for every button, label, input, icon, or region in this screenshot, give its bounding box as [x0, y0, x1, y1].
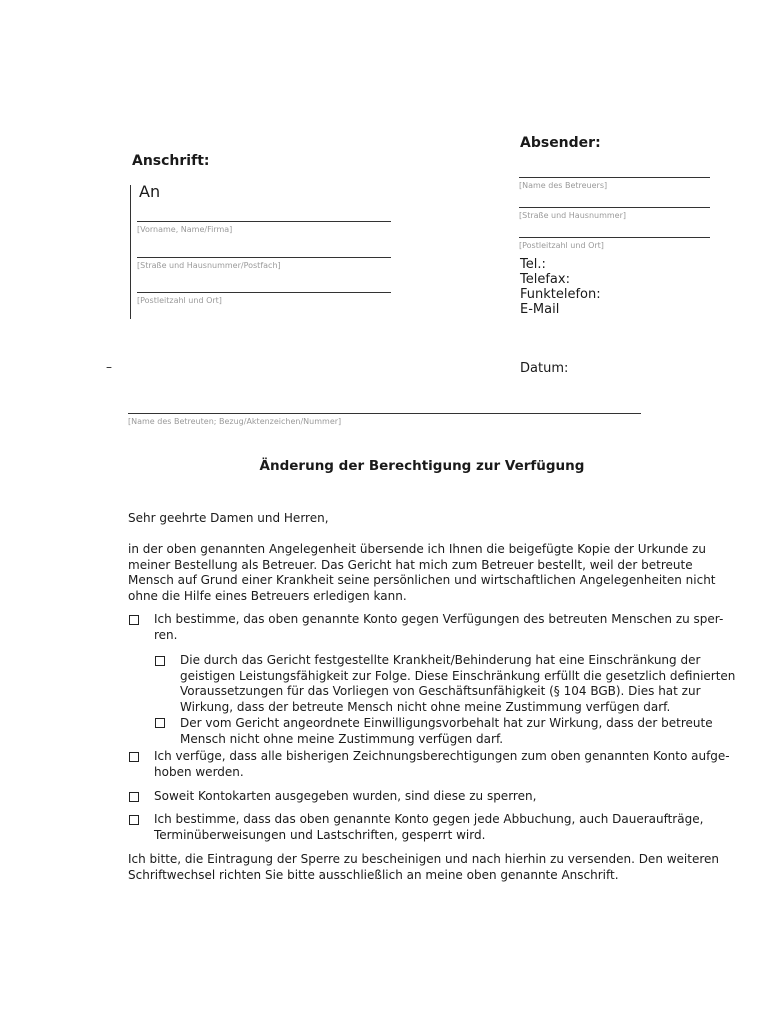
option2-text — [154, 749, 730, 780]
option1a-line: Voraussetzungen für das Vorliegen von Geschäftsunfähigkeit (§ 104 BGB). Dies hat zur — [180, 684, 701, 698]
option4-line: Ich bestimme, dass das oben genannte Konto gegen jede Abbuchung, auch Daueraufträge, — [154, 812, 704, 826]
option1-text — [154, 612, 723, 643]
option1b-line: Mensch nicht ohne meine Zustimmung verfügen darf. — [180, 731, 504, 746]
sender-city-hint: [Postleitzahl und Ort] — [519, 241, 604, 250]
address-to-label: An — [139, 182, 161, 201]
address-name-hint: [Vorname, Name/Firma] — [137, 225, 233, 234]
letter-subject: Änderung der Berechtigung zur Verfügung — [259, 458, 585, 474]
address-name-line[interactable] — [137, 221, 391, 222]
sender-street-hint: [Straße und Hausnummer] — [519, 211, 627, 220]
sender-heading: Absender: — [520, 135, 601, 151]
reference-hint: [Name des Betreuten; Bezug/Aktenzeichen/Nummer] — [128, 417, 342, 426]
letter-closing — [128, 852, 719, 883]
option1a-line: geistigen Leistungsfähigkeit zur Folge. Diese Einschränkung erfüllt die gesetzlich definierten — [180, 668, 736, 683]
option1b-text — [180, 716, 713, 747]
option1-line: Ich bestimme, das oben genannte Konto gegen Verfügungen des betreuten Menschen zu sper- — [154, 612, 724, 626]
option2-checkbox[interactable] — [129, 752, 139, 762]
option1a-text — [180, 653, 735, 715]
sender-contact-block — [520, 257, 601, 317]
option3-line: Soweit Kontokarten ausgegeben wurden, sind diese zu sperren, — [154, 789, 537, 803]
option2-line: hoben werden. — [154, 764, 244, 779]
address-bracket — [130, 185, 131, 319]
option1b-line: Der vom Gericht angeordnete Einwilligungsvorbehalt hat zur Wirkung, dass der betreute — [180, 716, 713, 730]
sender-street-line[interactable] — [519, 207, 710, 208]
sender-mobile-label: Funktelefon: — [520, 287, 601, 302]
option1-line: ren. — [154, 627, 178, 642]
sender-name-line[interactable] — [519, 177, 710, 178]
option1a-line: Wirkung, dass der betreute Mensch nicht ohne meine Zustimmung verfügen darf. — [180, 699, 671, 714]
option4-checkbox[interactable] — [129, 815, 139, 825]
option1a-line: Die durch das Gericht festgestellte Krankheit/Behinderung hat eine Einschränkung der — [180, 653, 701, 667]
fold-mark: – — [106, 360, 112, 374]
intro-line: Mensch auf Grund einer Krankheit seine persönlichen und wirtschaftlichen Angelegenheiten nicht — [128, 573, 716, 587]
letter-salutation: Sehr geehrte Damen und Herren, — [128, 511, 329, 525]
option4-line: Terminüberweisungen und Lastschriften, gesperrt wird. — [154, 827, 486, 842]
closing-line: Ich bitte, die Eintragung der Sperre zu bescheinigen und nach hierhin zu versenden. Den weiteren — [128, 852, 720, 866]
option1-checkbox[interactable] — [129, 615, 139, 625]
sender-email-label: E-Mail — [520, 302, 560, 317]
option4-text — [154, 812, 703, 843]
closing-line: Schriftwechsel richten Sie bitte ausschließlich an meine oben genannte Anschrift. — [128, 867, 619, 882]
address-city-hint: [Postleitzahl und Ort] — [137, 296, 222, 305]
sender-fax-label: Telefax: — [520, 272, 570, 287]
address-city-line[interactable] — [137, 292, 391, 293]
intro-line: ohne die Hilfe eines Betreuers erledigen kann. — [128, 588, 407, 603]
sender-name-hint: [Name des Betreuers] — [519, 181, 608, 190]
address-street-line[interactable] — [137, 257, 391, 258]
intro-line: in der oben genannten Angelegenheit übersende ich Ihnen die beigefügte Kopie der Urkunde zu — [128, 542, 706, 556]
reference-line[interactable] — [128, 413, 641, 414]
letter-intro — [128, 542, 716, 604]
address-street-hint: [Straße und Hausnummer/Postfach] — [137, 261, 281, 270]
sender-tel-label: Tel.: — [520, 257, 546, 272]
option1a-checkbox[interactable] — [155, 656, 165, 666]
address-heading: Anschrift: — [132, 153, 210, 169]
option1b-checkbox[interactable] — [155, 718, 165, 728]
option3-checkbox[interactable] — [129, 792, 139, 802]
option2-line: Ich verfüge, dass alle bisherigen Zeichnungsberechtigungen zum oben genannten Konto aufge- — [154, 749, 730, 763]
intro-line: meiner Bestellung als Betreuer. Das Gericht hat mich zum Betreuer bestellt, weil der betreute — [128, 557, 693, 572]
sender-city-line[interactable] — [519, 237, 710, 238]
date-label: Datum: — [520, 361, 569, 376]
option3-text — [154, 789, 536, 805]
